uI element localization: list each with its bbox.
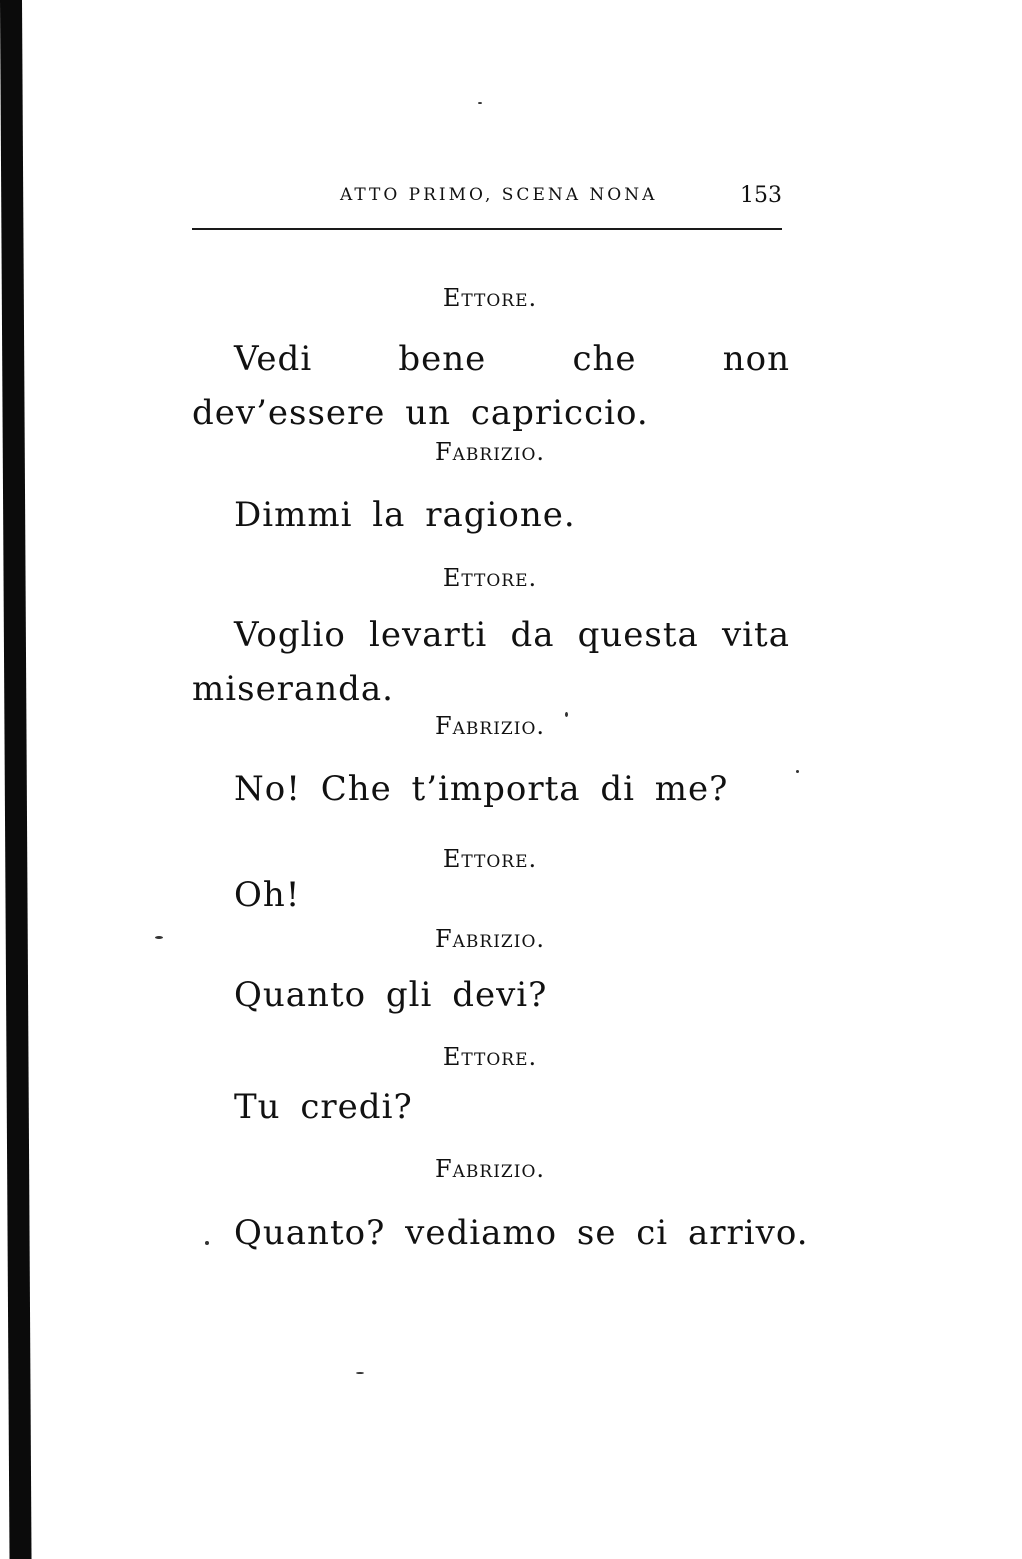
dialogue-line: Tu credi? (234, 1087, 413, 1127)
speaker-name: Fabrizio. (434, 712, 546, 740)
running-head (192, 183, 782, 213)
speaker-name: Fabrizio. (434, 438, 546, 466)
scan-speck (478, 102, 482, 104)
dialogue-line: Quanto gli devi? (234, 975, 548, 1015)
dialogue-line: Voglio levarti da questa vita miseranda. (192, 615, 790, 709)
speaker-name: Ettore. (442, 1043, 538, 1071)
header-rule (192, 228, 782, 230)
scan-speck (565, 712, 568, 717)
speaker-name: Ettore. (442, 284, 538, 312)
scan-speck (155, 936, 163, 939)
speaker-name: Ettore. (442, 845, 538, 873)
page-number: 153 (740, 183, 782, 208)
dialogue-line: Quanto? vediamo se ci arrivo. (234, 1213, 809, 1253)
dialogue-line: Oh! (234, 875, 301, 915)
dialogue-line: Dimmi la ragione. (234, 495, 576, 535)
dialogue-line: No! Che t’importa di me? (234, 769, 729, 809)
scan-speck (205, 1241, 209, 1245)
speaker-name: Fabrizio. (434, 925, 546, 953)
dialogue-line: Vedi bene che non dev’essere un capriccio. (192, 339, 790, 433)
running-title: ATTO PRIMO, SCENA NONA (340, 185, 658, 205)
speaker-name: Fabrizio. (434, 1155, 546, 1183)
speaker-name: Ettore. (442, 564, 538, 592)
scan-speck (796, 770, 799, 773)
scan-speck (356, 1372, 364, 1374)
